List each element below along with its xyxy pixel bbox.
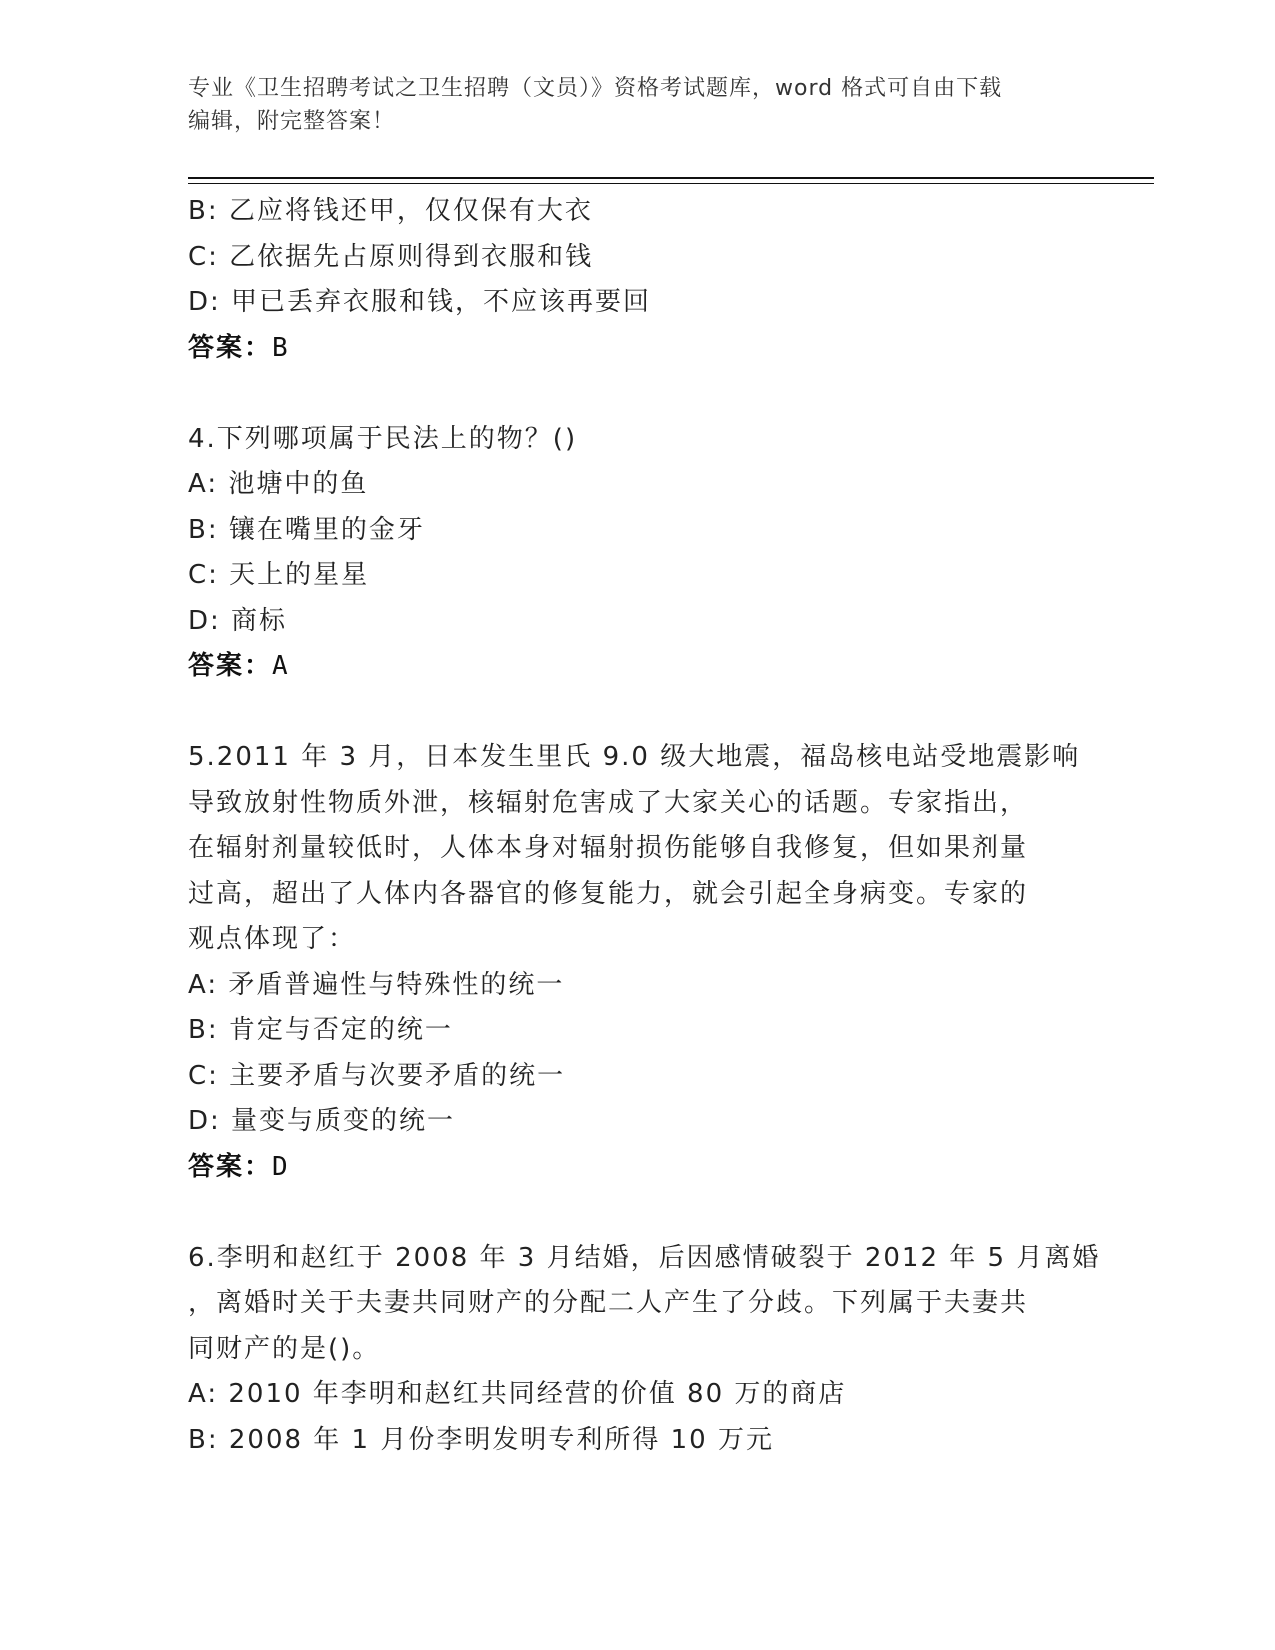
answer-line (188, 1145, 1078, 1191)
answer-line (188, 644, 1078, 690)
option-d: D: 量变与质变的统一 (188, 1106, 456, 1136)
option-a: A: 池塘中的鱼 (188, 469, 369, 499)
answer-value: B (272, 332, 290, 363)
question-stem-line: 在辐射剂量较低时，人体本身对辐射损伤能够自我修复，但如果剂量 (188, 833, 1029, 863)
question-stem-line: 过高，超出了人体内各器官的修复能力，就会引起全身病变。专家的 (188, 878, 1029, 909)
question-gap (188, 690, 1078, 736)
header-line-2: 编辑，附完整答案！ (188, 109, 396, 134)
header-rule-thick (188, 177, 1154, 179)
question-gap (188, 1190, 1078, 1236)
question-stem-line: 5.2011 年 3 月，日本发生里氏 9.0 级大地震，福岛核电站受地震影响 (188, 742, 1081, 772)
question-5 (188, 735, 1081, 1190)
option-d: D: 商标 (188, 605, 288, 636)
question-6 (188, 1236, 1101, 1464)
question-stem-line: 6.李明和赵红于 2008 年 3 月结婚，后因感情破裂于 2012 年 5 月离婚 (188, 1242, 1101, 1273)
option-c: C: 乙依据先占原则得到衣服和钱 (188, 241, 594, 272)
header-rule-thin (188, 183, 1154, 184)
option-a: A: 矛盾普遍性与特殊性的统一 (188, 969, 565, 1000)
option-a: A: 2010 年李明和赵红共同经营的价值 80 万的商店 (188, 1379, 847, 1409)
answer-line (188, 326, 1078, 372)
question-stem-line: 同财产的是()。 (188, 1333, 381, 1364)
answer-value: D (272, 1151, 290, 1182)
question-gap (188, 371, 1078, 417)
option-c: C: 主要矛盾与次要矛盾的统一 (188, 1060, 566, 1091)
answer-value: A (272, 651, 290, 681)
option-b: B: 2008 年 1 月份李明发明专利所得 10 万元 (188, 1424, 774, 1455)
option-b: B: 肯定与否定的统一 (188, 1015, 453, 1045)
document-header (188, 72, 1088, 138)
option-c: C: 天上的星星 (188, 560, 370, 590)
answer-label: 答案： (188, 1151, 273, 1182)
answer-label: 答案： (188, 332, 273, 363)
document-body (188, 189, 1101, 1463)
question-stem-line: ，离婚时关于夫妻共同财产的分配二人产生了分歧。下列属于夫妻共 (188, 1288, 1029, 1318)
option-b: B: 乙应将钱还甲，仅仅保有大衣 (188, 196, 593, 226)
question-stem-line: 观点体现了： (188, 924, 357, 954)
question-stem-line: 导致放射性物质外泄，核辐射危害成了大家关心的话题。专家指出， (188, 787, 1029, 818)
question-3-continued (188, 189, 1078, 371)
option-b: B: 镶在嘴里的金牙 (188, 514, 425, 545)
answer-label: 答案： (188, 651, 273, 681)
option-d: D: 甲已丢弃衣服和钱，不应该再要回 (188, 287, 652, 317)
header-line-1: 专业《卫生招聘考试之卫生招聘（文员）》资格考试题库，word 格式可自由下载 (188, 76, 1003, 101)
question-stem-line: 4.下列哪项属于民法上的物？() (188, 423, 578, 454)
question-4 (188, 417, 1078, 690)
